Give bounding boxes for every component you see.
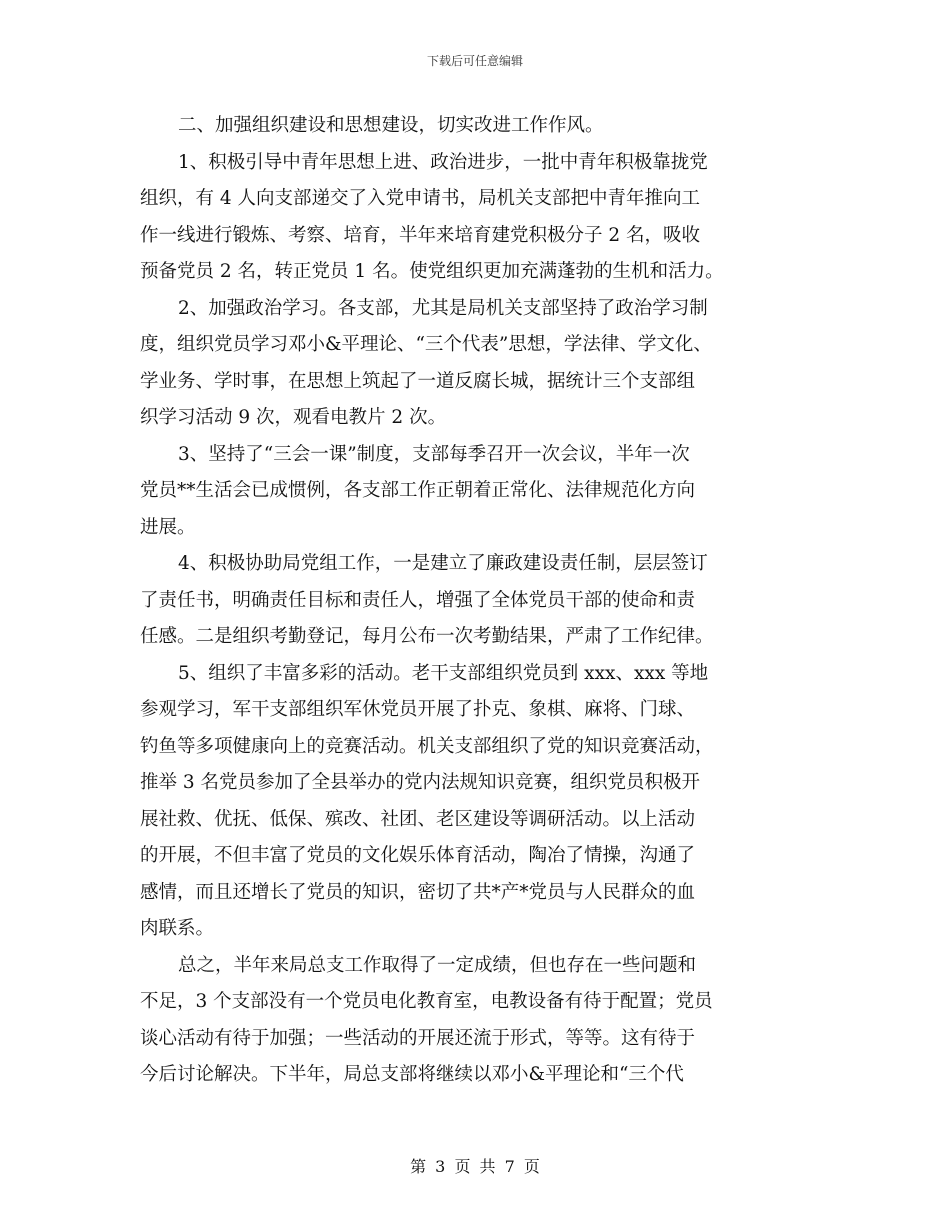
paragraph-line: 谈心活动有待于加强；一些活动的开展还流于形式，等等。这有待于 xyxy=(140,1027,696,1049)
paragraph-line: 了责任书，明确责任目标和责任人，增强了全体党员干部的使命和责 xyxy=(140,589,696,611)
paragraph-line: 参观学习，军干支部组织军休党员开展了扑克、象棋、麻将、门球、 xyxy=(140,699,696,720)
paragraph-line: 展社救、优抚、低保、殡改、社团、老区建设等调研活动。以上活动 xyxy=(140,808,696,830)
paragraph-line: 感情，而且还增长了党员的知识，密切了共*产*党员与人民群众的血 xyxy=(140,881,696,903)
paragraph-line: 钓鱼等多项健康向上的竞赛活动。机关支部组织了党的知识竞赛活动， xyxy=(140,735,714,757)
paragraph-line: 作一线进行锻炼、考察、培育，半年来培育建党积极分子 2 名，吸收 xyxy=(140,224,701,246)
paragraph-line: 4、积极协助局党组工作，一是建立了廉政建设责任制，层层签订 xyxy=(178,553,708,574)
paragraph-line: 今后讨论解决。下半年，局总支部将继续以邓小&平理论和“三个代 xyxy=(140,1064,684,1085)
paragraph-line: 的开展，不但丰富了党员的文化娱乐体育活动，陶冶了情操，沟通了 xyxy=(140,845,696,866)
paragraph-line: 任感。二是组织考勤登记，每月公布一次考勤结果，严肃了工作纪律。 xyxy=(140,626,714,647)
paragraph-line: 3、坚持了“三会一课”制度，支部每季召开一次会议，半年一次 xyxy=(178,443,690,465)
document-body xyxy=(140,108,815,1094)
paragraph-line: 不足，3 个支部没有一个党员电化教育室，电教设备有待于配置；党员 xyxy=(140,991,713,1012)
paragraph-line: 组织，有 4 人向支部递交了入党申请书，局机关支部把中青年推向工 xyxy=(140,188,701,209)
paragraph-line: 党员**生活会已成惯例，各支部工作正朝着正常化、法律规范化方向 xyxy=(140,480,696,501)
paragraph-line: 总之，半年来局总支工作取得了一定成绩，但也存在一些问题和 xyxy=(178,954,697,976)
page-number: 第 3 页 共 7 页 xyxy=(410,1157,540,1176)
page-header: 下载后可任意编辑 xyxy=(426,54,523,68)
paragraph-line: 进展。 xyxy=(140,516,196,538)
paragraph-line: 肉联系。 xyxy=(140,918,215,939)
paragraph-line: 织学习活动 9 次，观看电教片 2 次。 xyxy=(140,407,447,428)
paragraph-line: 1、积极引导中青年思想上进、政治进步，一批中青年积极靠拢党 xyxy=(178,151,708,173)
paragraph-line: 2、加强政治学习。各支部，尤其是局机关支部坚持了政治学习制 xyxy=(178,297,708,319)
paragraph-line: 预备党员 2 名，转正党员 1 名。使党组织更加充满蓬勃的生机和活力。 xyxy=(140,261,724,282)
section-heading: 二、加强组织建设和思想建设，切实改进工作作风。 xyxy=(178,115,604,136)
paragraph-line: 5、组织了丰富多彩的活动。老干支部组织党员到 xxx、xxx 等地 xyxy=(178,662,709,684)
paragraph-line: 度，组织党员学习邓小&平理论、“三个代表”思想，学法律、学文化、 xyxy=(140,334,712,355)
paragraph-line: 推举 3 名党员参加了全县举办的党内法规知识竞赛，组织党员积极开 xyxy=(140,772,701,793)
paragraph-line: 学业务、学时事，在思想上筑起了一道反腐长城，据统计三个支部组 xyxy=(140,370,696,392)
